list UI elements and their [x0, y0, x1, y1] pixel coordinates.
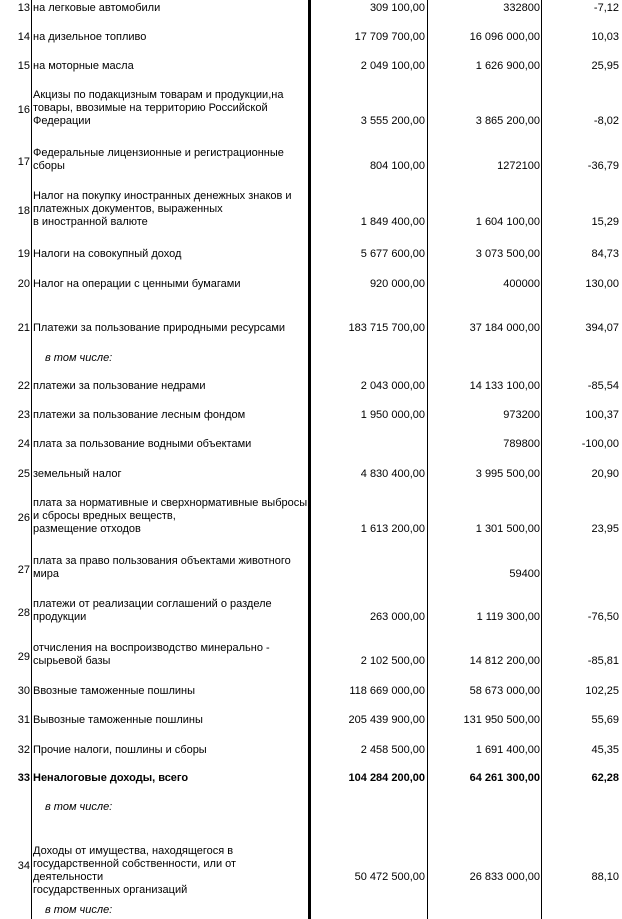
value-cell-col3: 20,90: [591, 468, 619, 480]
value-cell-col1: 263 000,00: [369, 611, 425, 623]
value-cell-col2: 400000: [503, 278, 540, 290]
value-cell-col3: 10,03: [591, 31, 619, 43]
value-cell-col3: -100,00: [581, 438, 619, 450]
table-row: [0, 278, 622, 291]
row-label: Ввозные таможенные пошлины: [33, 685, 195, 697]
value-cell-col3: -85,81: [587, 655, 619, 667]
value-cell-col2: 1 604 100,00: [475, 216, 540, 228]
value-cell-col2: 14 133 100,00: [469, 380, 540, 392]
table-row: [0, 248, 622, 261]
row-label: на моторные масла: [33, 60, 134, 72]
row-number: 29: [17, 651, 30, 663]
value-cell-col3: 25,95: [591, 60, 619, 72]
value-cell-col1: 2 043 000,00: [360, 380, 425, 392]
row-label: Акцизы по подакцизным товарам и продукции,на товары, ввозимые на территорию Российской Федерации: [33, 89, 284, 127]
value-cell-col3: 15,29: [591, 216, 619, 228]
value-cell-col2: 16 096 000,00: [469, 31, 540, 43]
value-cell-col3: 130,00: [585, 278, 619, 290]
row-number: 24: [17, 438, 30, 450]
row-label: Доходы от имущества, находящегося в государственной собственности, или от деятельности государственных организаций: [33, 845, 237, 896]
row-number: 30: [17, 685, 30, 697]
value-cell-col3: 100,37: [585, 409, 619, 421]
row-number: 18: [17, 205, 30, 217]
table-row: [0, 555, 622, 581]
row-label: платежи за пользование недрами: [33, 380, 206, 392]
row-number: 34: [17, 860, 30, 872]
value-cell-col2: 3 995 500,00: [475, 468, 540, 480]
row-number: 23: [17, 409, 30, 421]
value-cell-col3: -85,54: [587, 380, 619, 392]
table-row: [0, 642, 622, 668]
value-cell-col1: 118 669 000,00: [349, 685, 425, 697]
value-cell-col3: 88,10: [591, 871, 619, 883]
value-cell-col2: 1 626 900,00: [475, 60, 540, 72]
row-label: плата за право пользования объектами животного мира: [33, 555, 291, 580]
row-label: Федеральные лицензионные и регистрационные сборы: [33, 147, 284, 172]
row-label: Платежи за пользование природными ресурсами: [33, 322, 286, 334]
value-cell-col1: 3 555 200,00: [360, 115, 425, 127]
value-cell-col1: 104 284 200,00: [348, 772, 425, 784]
value-cell-col3: -7,12: [593, 2, 619, 14]
value-cell-col2: 1 301 500,00: [475, 523, 540, 535]
table-row: [0, 598, 622, 624]
subheader-row: [0, 352, 622, 365]
value-cell-col1: 5 677 600,00: [360, 248, 425, 260]
table-row: [0, 380, 622, 393]
row-number: 28: [17, 607, 30, 619]
row-number: 14: [17, 31, 30, 43]
value-cell-col3: 55,69: [591, 714, 619, 726]
value-cell-col2: 131 950 500,00: [463, 714, 540, 726]
row-number: 33: [17, 772, 30, 784]
value-cell-col2: 1 119 300,00: [476, 611, 540, 623]
table-row: [0, 438, 622, 451]
table-row: [0, 31, 622, 44]
value-cell-col1: 50 472 500,00: [354, 871, 425, 883]
subheader-row: [0, 801, 622, 814]
table-row: [0, 714, 622, 727]
table-row: [0, 147, 622, 173]
row-number: 16: [17, 104, 30, 116]
value-cell-col1: 1 950 000,00: [360, 409, 425, 421]
value-cell-col2: 37 184 000,00: [469, 322, 540, 334]
row-label: Неналоговые доходы, всего: [33, 772, 189, 784]
table-row: [0, 845, 622, 896]
row-number: 26: [17, 512, 30, 524]
row-label: на дизельное топливо: [33, 31, 147, 43]
table-row: [0, 497, 622, 536]
table-row: [0, 468, 622, 481]
table-row: [0, 2, 622, 15]
row-number: 17: [17, 156, 30, 168]
value-cell-col1: 183 715 700,00: [348, 322, 425, 334]
value-cell-col3: 84,73: [591, 248, 619, 260]
value-cell-col2: 3 073 500,00: [475, 248, 540, 260]
value-cell-col3: 45,35: [591, 744, 619, 756]
value-cell-col1: 309 100,00: [369, 2, 425, 14]
value-cell-col2: 1272100: [497, 160, 540, 172]
value-cell-col1: 205 439 900,00: [348, 714, 425, 726]
value-cell-col1: 920 000,00: [369, 278, 425, 290]
value-cell-col1: 17 709 700,00: [354, 31, 425, 43]
row-label: платежи за пользование лесным фондом: [33, 409, 246, 421]
table-row: [0, 772, 622, 785]
row-label: в том числе:: [45, 352, 113, 364]
row-label: Налоги на совокупный доход: [33, 248, 182, 260]
row-label: земельный налог: [33, 468, 122, 480]
table-row: [0, 322, 622, 335]
value-cell-col3: 394,07: [585, 322, 619, 334]
row-number: 22: [17, 380, 30, 392]
row-number: 13: [17, 2, 30, 14]
table-row: [0, 89, 622, 128]
value-cell-col2: 64 261 300,00: [469, 772, 540, 784]
value-cell-col3: -8,02: [593, 115, 619, 127]
value-cell-col2: 14 812 200,00: [469, 655, 540, 667]
row-label: Налог на покупку иностранных денежных знаков и платежных документов, выраженных в иностранной валюте: [33, 190, 292, 228]
table-row: [0, 685, 622, 698]
row-label: Прочие налоги, пошлины и сборы: [33, 744, 207, 756]
value-cell-col3: -36,79: [587, 160, 619, 172]
value-cell-col2: 58 673 000,00: [469, 685, 540, 697]
value-cell-col1: 2 049 100,00: [360, 60, 425, 72]
row-number: 21: [17, 322, 30, 334]
row-number: 25: [17, 468, 30, 480]
value-cell-col2: 789800: [503, 438, 540, 450]
value-cell-col3: 102,25: [585, 685, 619, 697]
subheader-row: [0, 904, 622, 917]
value-cell-col3: 23,95: [591, 523, 619, 535]
value-cell-col2: 26 833 000,00: [469, 871, 540, 883]
table-row: [0, 190, 622, 229]
value-cell-col2: 59400: [509, 568, 540, 580]
row-label: плата за нормативные и сверхнормативные выбросы и сбросы вредных веществ, размещение отходов: [33, 497, 308, 535]
row-number: 32: [17, 744, 30, 756]
row-label: отчисления на воспроизводство минерально - сырьевой базы: [33, 642, 270, 667]
table-row: [0, 60, 622, 73]
row-number: 19: [17, 248, 30, 260]
row-label: Вывозные таможенные пошлины: [33, 714, 203, 726]
row-number: 15: [17, 60, 30, 72]
table-row: [0, 409, 622, 422]
value-cell-col2: 1 691 400,00: [475, 744, 540, 756]
value-cell-col1: 2 102 500,00: [360, 655, 425, 667]
row-label: Налог на операции с ценными бумагами: [33, 278, 241, 290]
value-cell-col1: 2 458 500,00: [360, 744, 425, 756]
row-label: платежи от реализации соглашений о разделе продукции: [33, 598, 272, 623]
table-row: [0, 744, 622, 757]
value-cell-col1: 804 100,00: [369, 160, 425, 172]
value-cell-col1: 1 613 200,00: [360, 523, 425, 535]
value-cell-col2: 332800: [503, 2, 540, 14]
row-label: в том числе:: [45, 904, 113, 916]
value-cell-col1: 4 830 400,00: [360, 468, 425, 480]
value-cell-col3: 62,28: [591, 772, 619, 784]
value-cell-col1: 1 849 400,00: [360, 216, 425, 228]
value-cell-col2: 973200: [503, 409, 540, 421]
value-cell-col3: -76,50: [587, 611, 619, 623]
row-label: плата за пользование водными объектами: [33, 438, 252, 450]
row-number: 20: [17, 278, 30, 290]
row-label: в том числе:: [45, 801, 113, 813]
row-number: 31: [17, 714, 30, 726]
row-number: 27: [17, 564, 30, 576]
row-label: на легковые автомобили: [33, 2, 161, 14]
value-cell-col2: 3 865 200,00: [475, 115, 540, 127]
